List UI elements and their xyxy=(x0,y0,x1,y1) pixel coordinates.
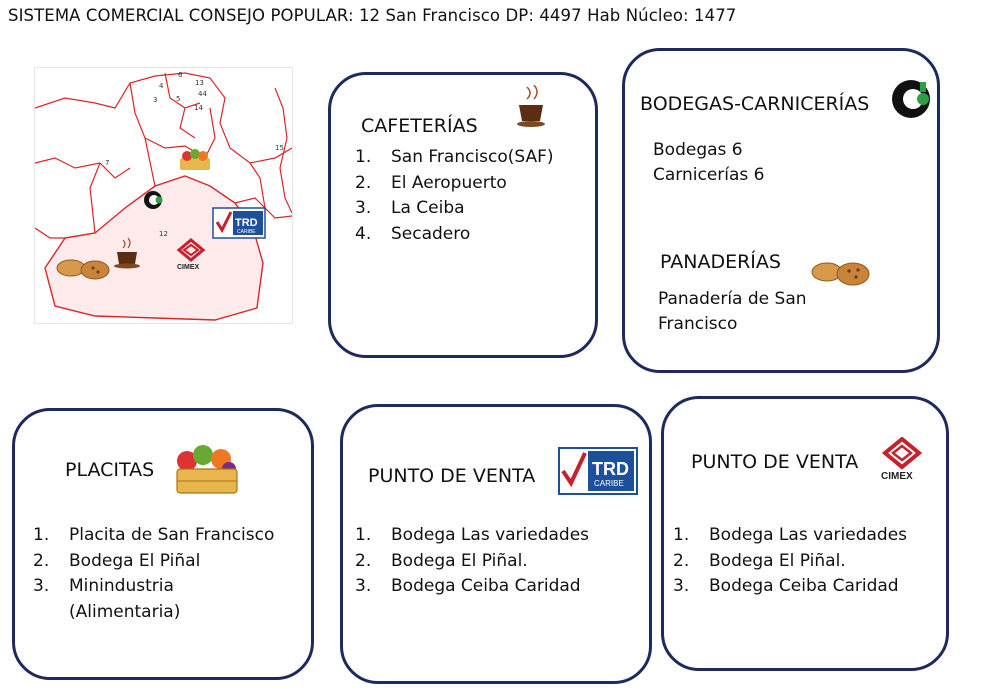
punto-venta-trd-card xyxy=(340,404,652,684)
punto-venta-trd-list xyxy=(355,523,589,600)
ci-logo-icon xyxy=(891,78,933,120)
trd-logo-text: TRD xyxy=(235,217,258,229)
panaderia-line-2: Francisco xyxy=(658,314,738,334)
bodegas-title: BODEGAS-CARNICERÍAS xyxy=(640,93,870,115)
trd-logo-icon xyxy=(213,208,265,238)
list-item: 4. Secadero xyxy=(355,223,471,244)
cimex-logo-icon xyxy=(877,437,927,481)
panaderia-line-1: Panadería de San xyxy=(658,289,807,309)
placitas-list xyxy=(33,523,303,625)
list-item: 3. Minindustria (Alimentaria) xyxy=(33,576,181,622)
map-label-13: 13 xyxy=(195,79,204,87)
coffee-cup-icon xyxy=(517,85,547,129)
map-label-12: 12 xyxy=(159,230,168,238)
map-label-3: 3 xyxy=(153,96,158,104)
map-label-7: 7 xyxy=(105,159,110,167)
placitas-title: PLACITAS xyxy=(65,459,155,481)
placitas-card xyxy=(12,408,314,680)
map-label-14: 14 xyxy=(194,104,203,112)
produce-basket-icon xyxy=(173,439,241,499)
punto-venta-cimex-list xyxy=(673,523,907,600)
cafeterias-list xyxy=(355,145,554,247)
map-label-5: 5 xyxy=(176,95,181,103)
list-item: 1. Bodega Las variedades xyxy=(673,525,908,545)
cimex-logo-text: CIMEX xyxy=(177,264,200,271)
punto-venta-cimex-card xyxy=(661,396,949,671)
trd-logo-text: TRD xyxy=(592,459,629,479)
map-label-15: 15 xyxy=(275,144,284,152)
map-label-6: 6 xyxy=(178,71,183,79)
map-drawing xyxy=(35,68,292,323)
trd-logo-sub: CARIBE xyxy=(594,479,624,488)
bodegas-count: Bodegas 6 xyxy=(653,140,743,160)
list-item: 3. La Ceiba xyxy=(355,198,465,218)
list-item: 2. Bodega El Piñal xyxy=(33,550,201,571)
list-item: 2. Bodega El Piñal. xyxy=(673,550,846,571)
trd-logo-sub: CARIBE xyxy=(237,229,256,235)
list-item: 2. El Aeropuerto xyxy=(355,172,507,193)
list-item: 3. Bodega Ceiba Caridad xyxy=(355,576,581,596)
map-label-44: 44 xyxy=(198,90,207,98)
carnicerias-count: Carnicerías 6 xyxy=(653,165,765,185)
punto-venta-trd-title: PUNTO DE VENTA xyxy=(368,465,536,487)
cafeterias-title: CAFETERÍAS xyxy=(361,115,478,137)
punto-venta-cimex-title: PUNTO DE VENTA xyxy=(691,451,859,473)
page-title: SISTEMA COMERCIAL CONSEJO POPULAR: 12 San Francisco DP: 4497 Hab Núcleo: 1477 xyxy=(8,6,737,25)
trd-logo-icon xyxy=(558,447,638,495)
bodegas-card xyxy=(622,48,940,373)
list-item: 3. Bodega Ceiba Caridad xyxy=(673,576,899,596)
map-label-4: 4 xyxy=(159,82,164,90)
panaderias-title: PANADERÍAS xyxy=(660,251,781,273)
cimex-logo-text: CIMEX xyxy=(881,471,913,481)
list-item: 1. Bodega Las variedades xyxy=(355,525,590,545)
district-map xyxy=(35,68,292,323)
list-item: 2. Bodega El Piñal. xyxy=(355,550,528,571)
list-item: 1. Placita de San Francisco xyxy=(33,525,275,545)
cafeterias-card xyxy=(328,72,598,358)
list-item: 1. San Francisco(SAF) xyxy=(355,147,554,167)
bread-icon xyxy=(811,256,871,292)
produce-basket-icon xyxy=(180,149,210,170)
